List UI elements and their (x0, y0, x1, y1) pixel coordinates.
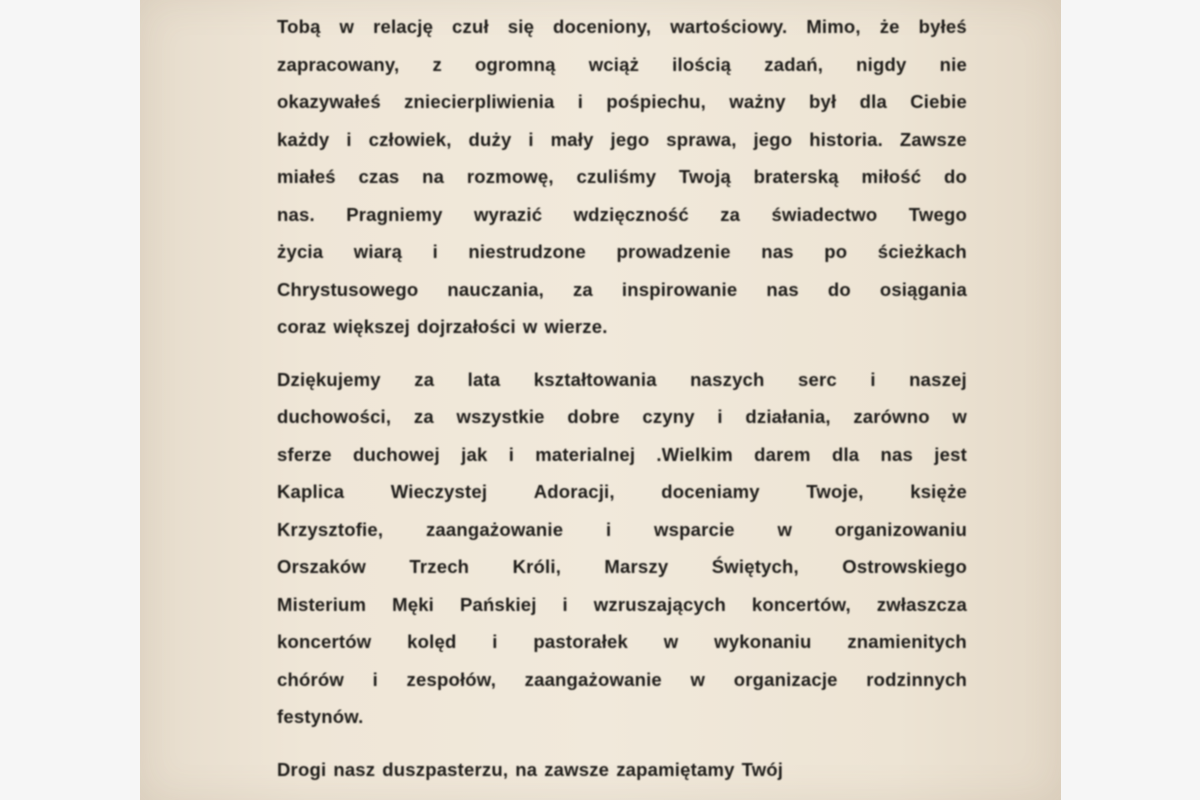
text-line: miałeś czas na rozmowę, czuliśmy Twoją braterską miłość do (277, 166, 967, 187)
text-line: Dziękujemy za lata kształtowania naszych serc i naszej (277, 368, 967, 390)
text-line: koncertów kolęd i pastorałek w wykonaniu znamienitych (277, 631, 967, 652)
text-line: zapracowany, z ogromną wciąż ilością zadań, nigdy nie (277, 53, 967, 75)
text-line: sferze duchowej jak i materialnej .Wielkim darem dla nas jest (277, 443, 967, 465)
paragraph (277, 8, 967, 346)
text-line: Orszaków Trzech Króli, Marszy Świętych, Ostrowskiego (277, 556, 967, 577)
text-line: festynów. (277, 706, 364, 727)
text-line: Misterium Męki Pańskiej i wzruszających koncertów, zwłaszcza (277, 593, 967, 615)
text-line: chórów i zespołów, zaangażowanie w organizacje rodzinnych (277, 668, 967, 690)
text-line: każdy i człowiek, duży i mały jego sprawa, jego historia. Zawsze (277, 128, 967, 150)
text-line: Chrystusowego nauczania, za inspirowanie nas do osiągania (277, 278, 967, 300)
text-line: okazywałeś zniecierpliwienia i pośpiechu, ważny był dla Ciebie (277, 91, 967, 112)
text-line: duchowości, za wszystkie dobre czyny i działania, zarówno w (277, 406, 967, 427)
text-line: Tobą w relację czuł się doceniony, wartościowy. Mimo, że byłeś (277, 16, 967, 37)
text-line: Kaplica Wieczystej Adoracji, doceniamy Twoje, księże (277, 481, 967, 502)
paragraph (277, 361, 967, 736)
paragraph (277, 751, 967, 789)
text-line: Drogi nasz duszpasterzu, na zawsze zapamiętamy Twój (277, 758, 784, 780)
paragraph-gap (277, 346, 967, 361)
text-line: coraz większej dojrzałości w wierze. (277, 316, 608, 337)
letter-body (277, 8, 967, 788)
text-line: Krzysztofie, zaangażowanie i wsparcie w organizowaniu (277, 518, 967, 540)
text-line: nas. Pragniemy wyrazić wdzięczność za świadectwo Twego (277, 203, 967, 225)
text-line: życia wiarą i niestrudzone prowadzenie nas po ścieżkach (277, 241, 967, 262)
paragraph-gap (277, 736, 967, 751)
